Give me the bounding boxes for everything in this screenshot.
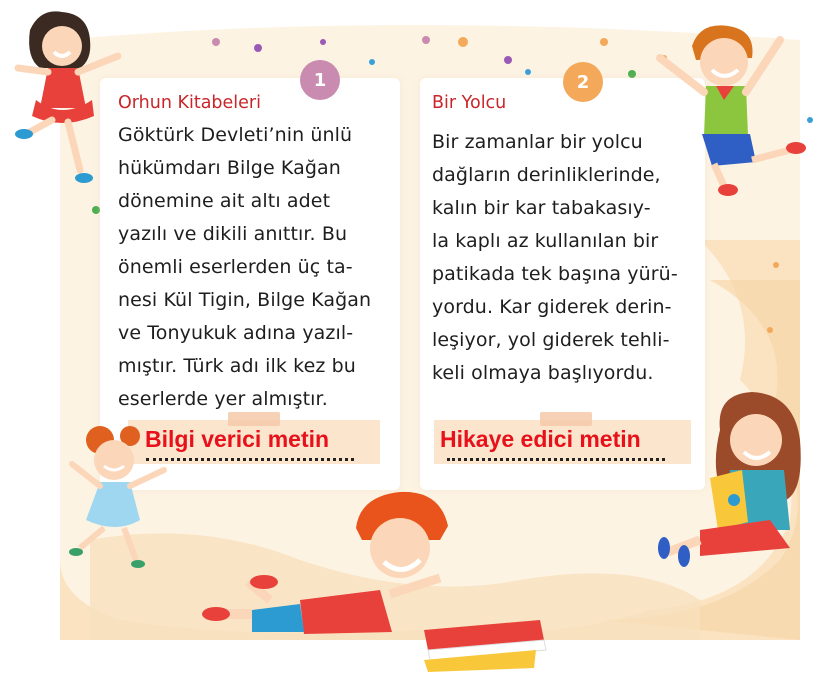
card-title-1: Orhun Kitabeleri (118, 93, 261, 113)
text-line: la kaplı az kullanılan bir (432, 230, 659, 252)
girl-flying-illustration (69, 426, 164, 568)
text-line: nesi Kül Tigin, Bilge Kağan (118, 289, 372, 311)
text-line: hükümdarı Bilge Kağan (118, 157, 341, 179)
text-line: kalın bir kar tabakasıy- (432, 197, 651, 219)
text-line: yordu. Kar giderek derin- (432, 296, 672, 318)
number-badge-1: 1 (300, 60, 340, 100)
text-line: dağların derinliklerinde, (432, 164, 661, 186)
text-line: keli olmaya başlıyordu. (432, 362, 654, 384)
books-stack-illustration (424, 620, 546, 672)
text-line: patikada tek başına yürü- (432, 263, 678, 285)
text-line: yazılı ve dikili anıttır. Bu (118, 223, 348, 245)
text-line: Göktürk Devleti’nin ünlü (118, 124, 353, 146)
text-line: mıştır. Türk adı ilk kez bu (118, 355, 356, 377)
text-line: önemli eserlerden üç ta- (118, 256, 353, 278)
number-badge-2: 2 (563, 62, 603, 102)
text-line: leşiyor, yol giderek tehli- (432, 329, 670, 351)
text-type-label-1: Bilgi verici metin (145, 426, 330, 452)
text-line: Bir zamanlar bir yolcu (432, 131, 643, 153)
boy-lying-illustration (202, 492, 448, 634)
girl-jumping-illustration (15, 11, 118, 183)
text-line: ve Tonyukuk adına yazıl- (118, 322, 354, 344)
card-title-2: Bir Yolcu (432, 93, 507, 113)
text-line: eserlerde yer almıştır. (118, 388, 328, 410)
girl-reading-illustration (658, 392, 801, 567)
text-type-label-2: Hikaye edici metin (440, 426, 641, 452)
boy-jumping-illustration (660, 25, 806, 196)
text-line: dönemine ait altı adet (118, 190, 331, 212)
